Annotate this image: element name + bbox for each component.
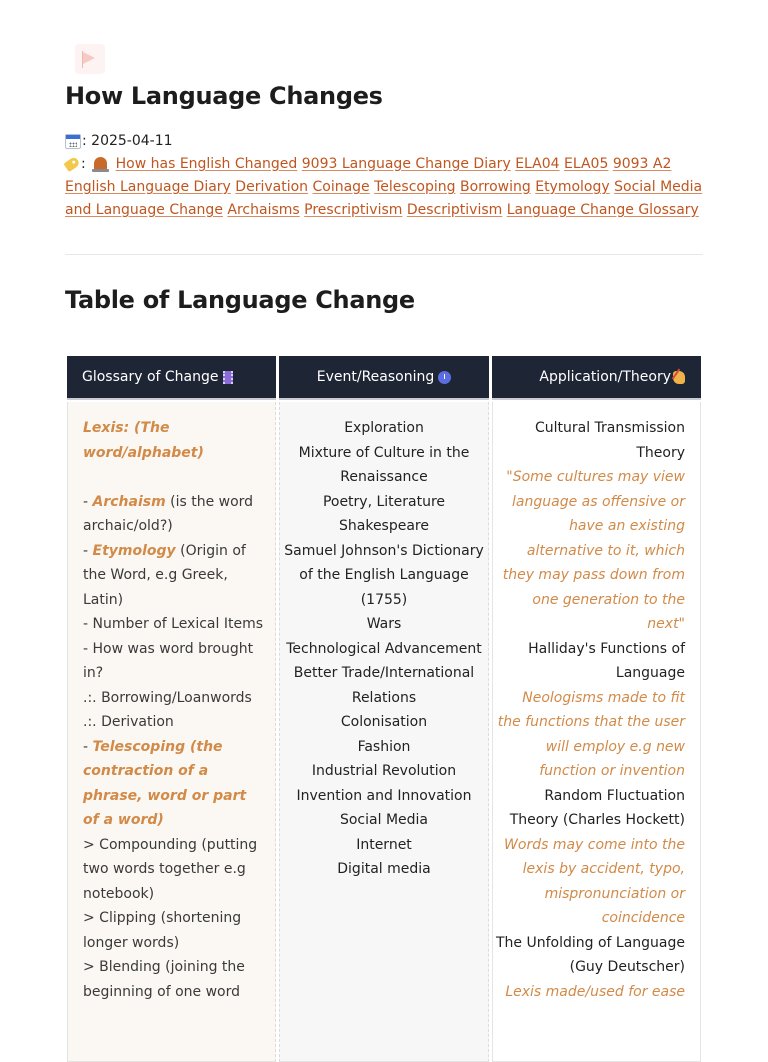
event-item: Technological Advancement (286, 640, 482, 657)
list-item: - Archaism (is the word archaic/old?) (83, 493, 254, 534)
header-label: Event/Reasoning (316, 369, 435, 385)
list-item: - Etymology (Origin of the Word, e.g Greek, Latin) (83, 542, 246, 608)
list-item: > Compounding (putting two words together e.g notebook) (83, 836, 258, 902)
date-property (65, 131, 173, 151)
clock-icon (438, 371, 451, 384)
table-cell[interactable] (492, 402, 701, 1062)
list-item: - How was word brought in? (83, 640, 254, 681)
date-value: 2025-04-11 (91, 133, 173, 149)
header-theory[interactable] (492, 356, 701, 400)
section-heading: Table of Language Change (65, 286, 415, 314)
divider (65, 254, 703, 255)
tag-link[interactable]: Derivation (235, 179, 309, 195)
theory-note: Lexis made/used for ease (505, 983, 685, 1000)
tags-separator: : (81, 156, 86, 172)
list-item: > Clipping (shortening longer words) (83, 910, 242, 951)
event-item: Invention and Innovation (296, 787, 472, 804)
event-item: Digital media (337, 861, 431, 877)
tag-link[interactable]: Descriptivism (406, 202, 503, 218)
table-column-events (279, 356, 489, 1056)
table-cell[interactable] (67, 402, 276, 1062)
table-column-theory (492, 356, 701, 1056)
event-item: Colonisation (340, 714, 428, 730)
event-item: Better Trade/International Relations (293, 665, 475, 706)
tag-link[interactable]: Prescriptivism (304, 202, 403, 218)
tag-link[interactable]: Social Media and Language Change (65, 179, 703, 218)
tag-link[interactable]: Telescoping (374, 179, 456, 195)
list-item: - Telescoping (the contraction of a phrase, word or part of a word) (83, 738, 247, 828)
flag-icon[interactable] (75, 44, 105, 74)
tag-link[interactable]: ELA05 (564, 156, 609, 172)
tags-property (65, 153, 703, 222)
tag-link[interactable]: Etymology (535, 179, 610, 195)
theory-name: The Unfolding of Language (Guy Deutscher) (495, 934, 685, 975)
header-glossary[interactable] (67, 356, 276, 400)
event-item: Poetry, Literature (322, 493, 446, 510)
table-cell[interactable] (279, 402, 489, 1062)
header-label: Application/Theory (539, 369, 671, 385)
tag-icon (63, 156, 80, 172)
tag-link[interactable]: 9093 Language Change Diary (301, 156, 511, 172)
tag-link[interactable]: Coinage (312, 179, 370, 195)
event-item: Samuel Johnson's Dictionary of the English Language (1755) (284, 542, 484, 608)
event-item: Social Media (339, 812, 428, 828)
theory-name: Random Fluctuation Theory (Charles Hockett) (509, 787, 685, 828)
tag-link[interactable]: How has English Changed (115, 156, 298, 172)
list-item: .:. Derivation (83, 714, 174, 730)
event-item: Exploration (344, 420, 424, 436)
writing-hand-icon (673, 371, 685, 384)
theory-name: Cultural Transmission Theory (534, 420, 685, 461)
film-icon (223, 371, 233, 384)
theory-name: Halliday's Functions of Language (528, 640, 685, 681)
list-item: > Blending (joining the beginning of one word (83, 959, 245, 1000)
page-title: How Language Changes (65, 82, 383, 110)
theory-note: Words may come into the lexis by accident, typo, mispronunciation or coincidence (504, 836, 685, 926)
list-item: - Number of Lexical Items (83, 616, 264, 632)
list-item: .:. Borrowing/Loanwords (83, 689, 252, 706)
page (65, 0, 703, 1024)
bell-icon (94, 157, 107, 170)
lexis-heading: Lexis: (The word/alphabet) (83, 420, 204, 461)
tag-link[interactable]: Borrowing (459, 179, 531, 195)
event-item: Shakespeare (339, 518, 429, 534)
event-item: Fashion (357, 738, 411, 755)
tag-link[interactable]: Language Change Glossary (506, 202, 699, 218)
event-item: Mixture of Culture in the Renaissance (298, 444, 470, 485)
theory-note: "Some cultures may view language as offensive or have an existing alternative to it, which they may pass down from one generation to the next" (502, 469, 685, 632)
header-events[interactable] (279, 356, 489, 400)
event-item: Wars (366, 616, 402, 632)
theory-note: Neologisms made to fit the functions that the user will employ e.g new function or invention (497, 689, 685, 779)
table-column-glossary (67, 356, 276, 1056)
date-separator: : (82, 133, 87, 149)
tag-link[interactable]: 9093 A2 English Language Diary (65, 156, 672, 195)
tag-link[interactable]: ELA04 (515, 156, 560, 172)
tag-link[interactable]: Archaisms (227, 202, 300, 218)
calendar-icon (65, 134, 81, 149)
event-item: Internet (356, 836, 412, 853)
header-label: Glossary of Change (82, 369, 219, 385)
event-item: Industrial Revolution (311, 763, 457, 779)
language-change-table (67, 356, 701, 1000)
